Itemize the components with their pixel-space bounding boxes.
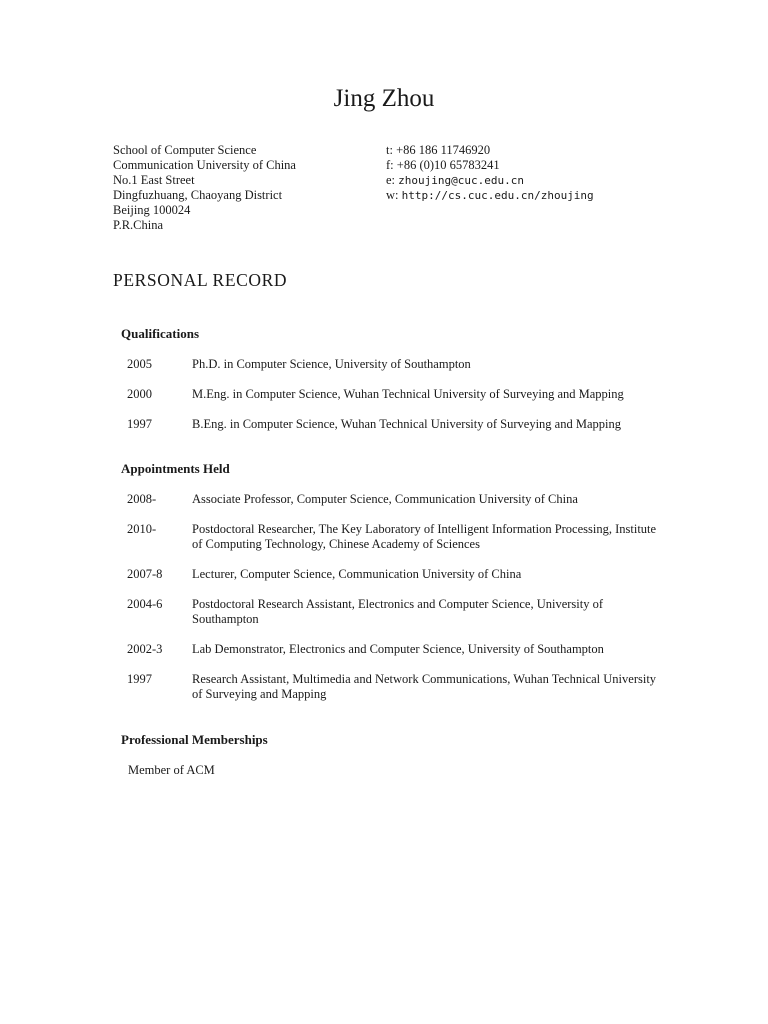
telephone-label: t:: [386, 143, 393, 157]
address-line: Communication University of China: [113, 158, 296, 172]
contact-details: [386, 143, 594, 203]
cv-name: Jing Zhou: [333, 85, 435, 112]
appointment-year: 1997: [127, 672, 152, 686]
qualification-text: Ph.D. in Computer Science, University of Southampton: [192, 357, 471, 371]
postal-address: [113, 143, 296, 233]
appointment-year: 2004-6: [127, 597, 163, 611]
qualification-year: 2000: [127, 387, 152, 401]
contact-telephone: [386, 143, 594, 158]
section-title: PERSONAL RECORD: [113, 270, 288, 290]
fax-value: +86 (0)10 65783241: [396, 158, 500, 172]
appointment-year: 2002-3: [127, 642, 163, 656]
appointment-text: Postdoctoral Research Assistant, Electronics and Computer Science, University of Southampton: [192, 597, 604, 626]
qualifications-heading: Qualifications: [121, 326, 200, 341]
address-line: P.R.China: [113, 218, 164, 232]
appointment-text: Lecturer, Computer Science, Communication University of China: [192, 567, 522, 581]
memberships-heading: Professional Memberships: [121, 732, 268, 747]
address-line: No.1 East Street: [113, 173, 195, 187]
appointment-text: Lab Demonstrator, Electronics and Computer Science, University of Southampton: [192, 642, 604, 656]
qualification-year: 2005: [127, 357, 152, 371]
email-label: e:: [386, 173, 396, 187]
address-line: School of Computer Science: [113, 143, 257, 157]
web-label: w:: [386, 188, 399, 202]
email-value[interactable]: zhoujing@cuc.edu.cn: [398, 174, 524, 187]
appointment-year: 2010-: [127, 522, 157, 536]
appointment-year: 2008-: [127, 492, 157, 506]
membership-text: Member of ACM: [128, 763, 215, 777]
contact-email: [386, 173, 594, 188]
appointment-text: Postdoctoral Researcher, The Key Laboratory of Intelligent Information Processing, Institute of Computing Technology, Chinese Academy of Sciences: [192, 522, 657, 551]
address-line: Dingfuzhuang, Chaoyang District: [113, 188, 283, 202]
contact-web: [386, 188, 594, 203]
appointment-year: 2007-8: [127, 567, 163, 581]
appointment-text: Research Assistant, Multimedia and Network Communications, Wuhan Technical University of Surveying and Mapping: [192, 672, 657, 701]
appointment-text: Associate Professor, Computer Science, Communication University of China: [192, 492, 578, 506]
appointments-heading: Appointments Held: [121, 461, 230, 476]
qualification-text: B.Eng. in Computer Science, Wuhan Technical University of Surveying and Mapping: [192, 417, 621, 431]
fax-label: f:: [386, 158, 394, 172]
web-link[interactable]: http://cs.cuc.edu.cn/zhoujing: [401, 189, 594, 202]
telephone-value: +86 186 11746920: [396, 143, 491, 157]
contact-fax: [386, 158, 594, 173]
qualification-text: M.Eng. in Computer Science, Wuhan Technical University of Surveying and Mapping: [192, 387, 624, 401]
qualification-year: 1997: [127, 417, 152, 431]
address-line: Beijing 100024: [113, 203, 191, 217]
